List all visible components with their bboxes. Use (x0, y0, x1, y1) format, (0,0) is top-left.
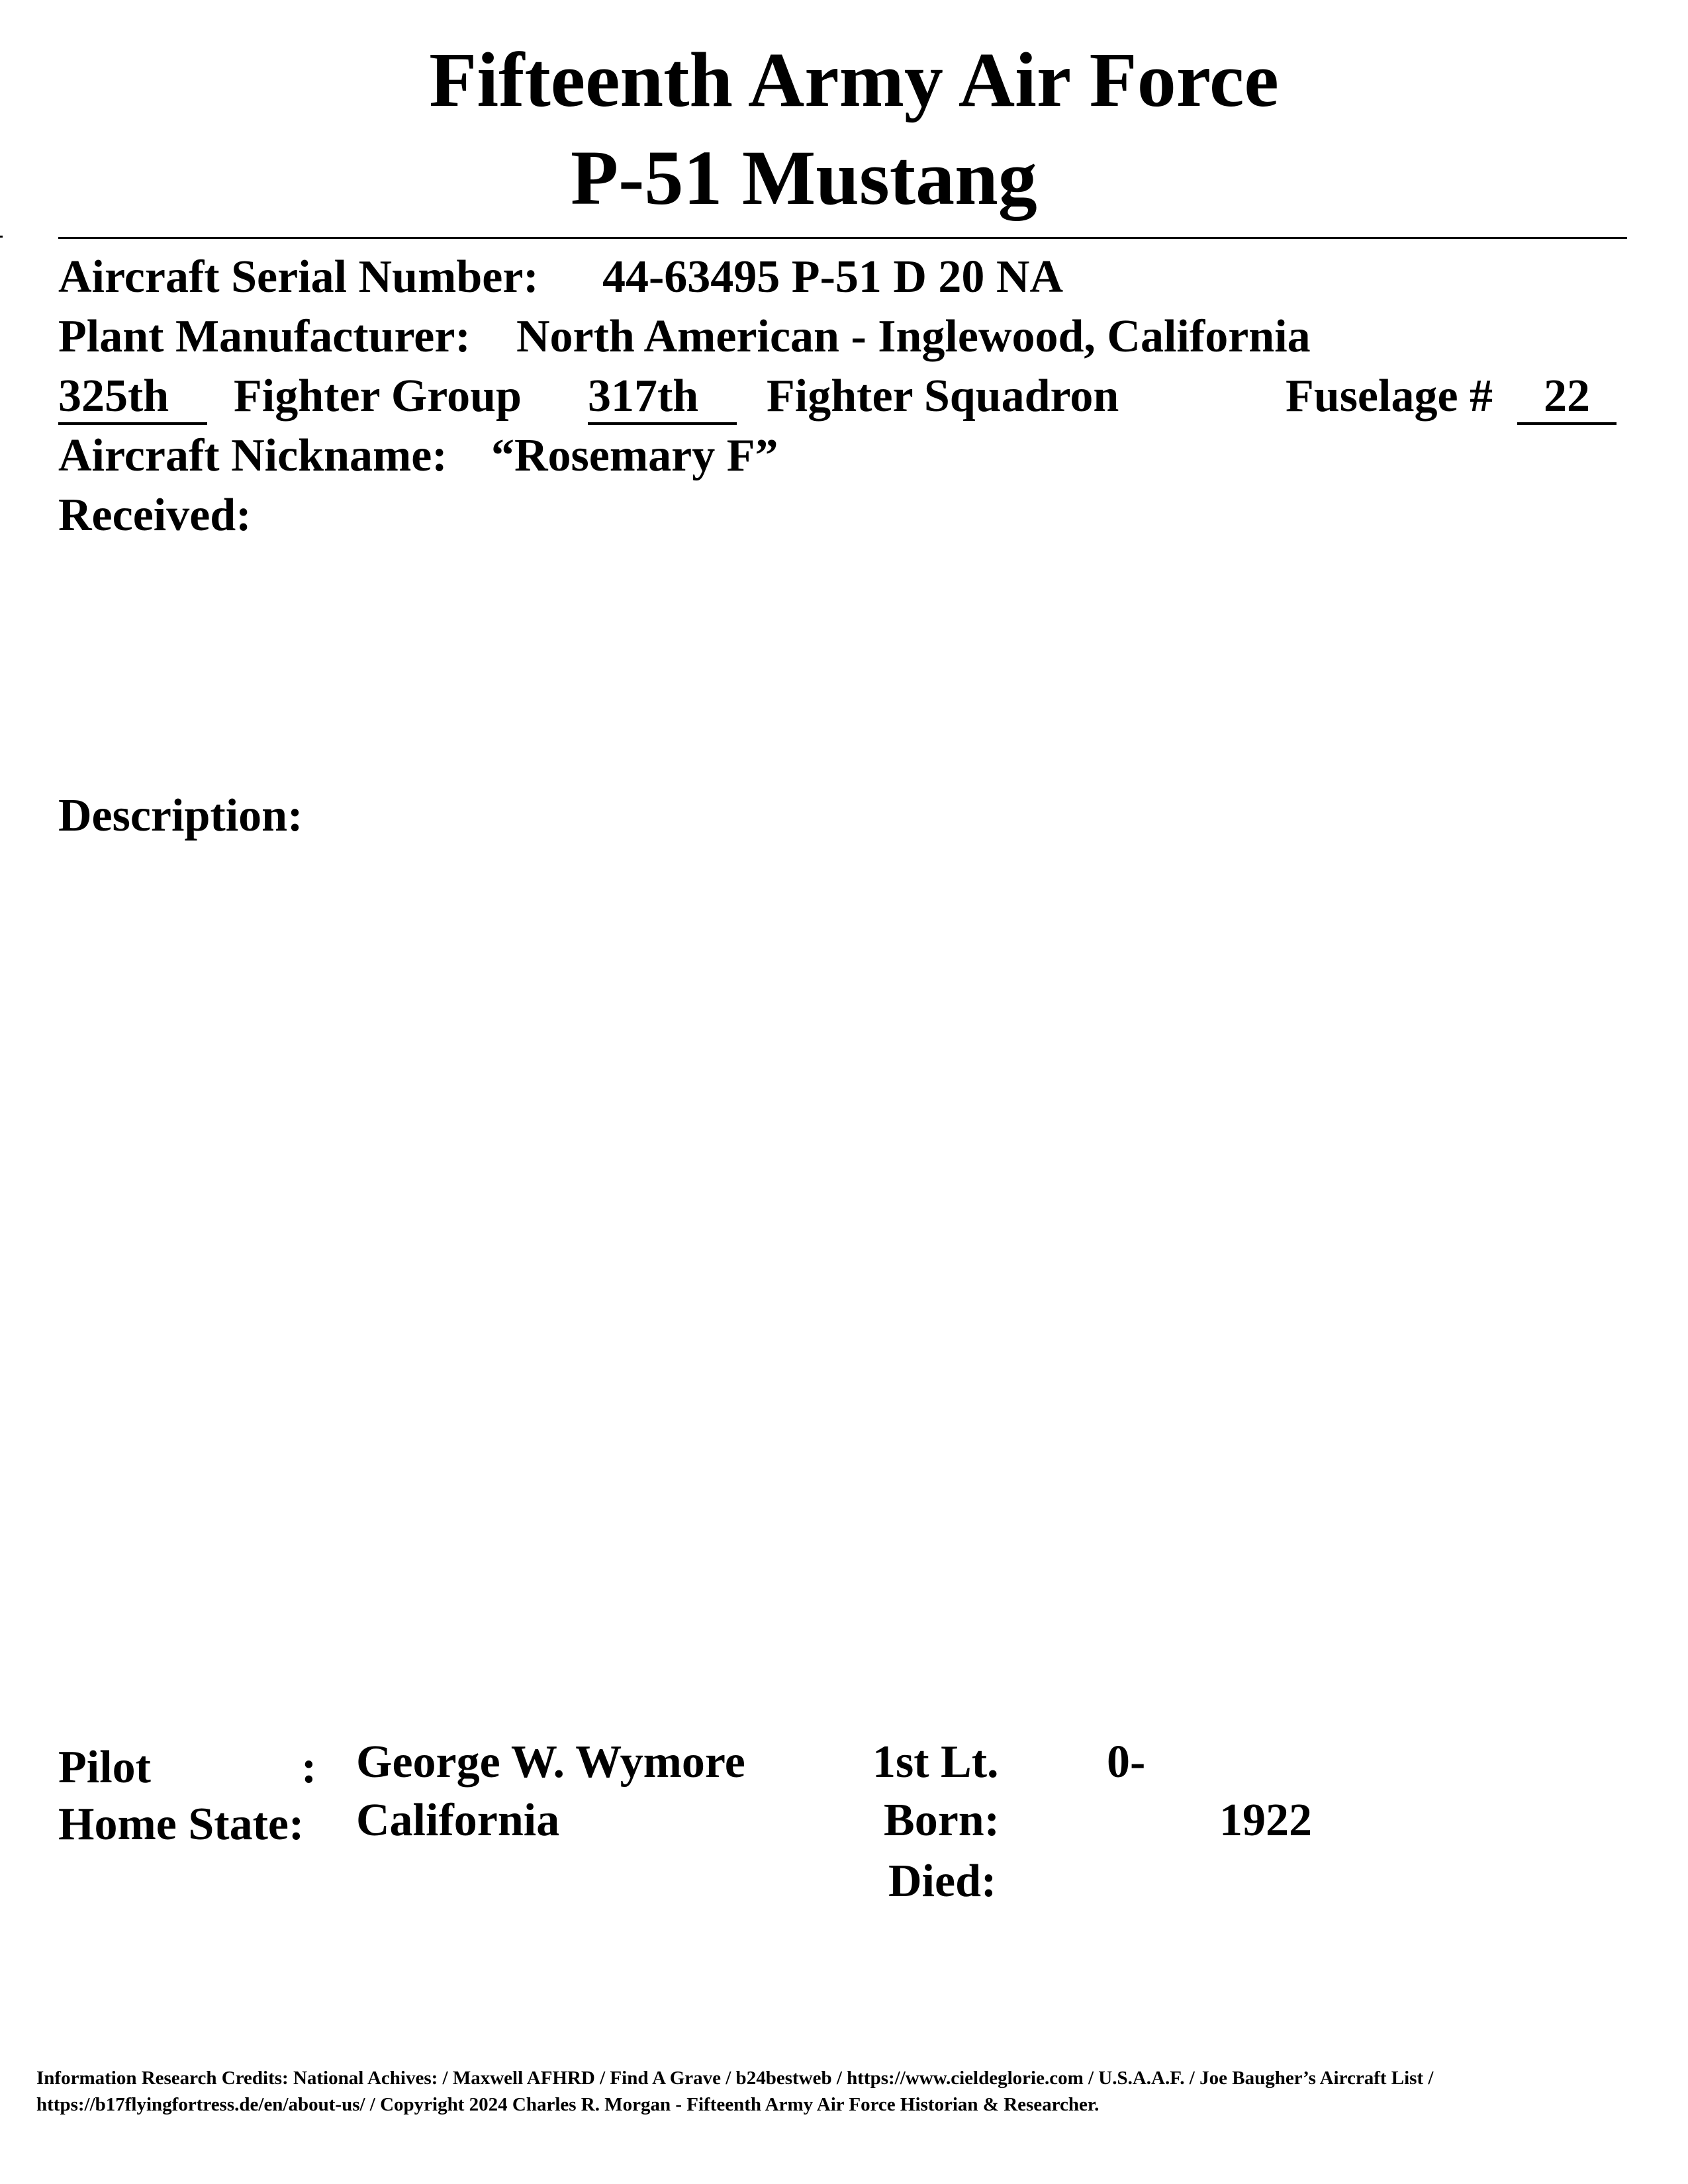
header-divider (58, 237, 1627, 239)
received-label: Received: (58, 490, 252, 541)
margin-tick (0, 236, 3, 238)
squadron-field (588, 373, 737, 425)
serial-label: Aircraft Serial Number: (58, 251, 539, 302)
born-value: 1922 (1219, 1795, 1312, 1846)
description-label: Description: (58, 790, 303, 841)
pilot-service-number: 0- (1107, 1737, 1146, 1788)
pilot-name: George W. Wymore (356, 1737, 745, 1788)
pilot-label: Pilot (58, 1742, 151, 1793)
nickname-label: Aircraft Nickname: (58, 430, 447, 481)
page-title: Fifteenth Army Air Force (429, 36, 1279, 123)
plant-value: North American - Inglewood, California (516, 311, 1311, 362)
group-value: 325th (58, 373, 207, 425)
squadron-label: Fighter Squadron (767, 371, 1119, 422)
group-field (58, 373, 207, 425)
fuselage-value: 22 (1517, 373, 1617, 425)
page-subtitle: P-51 Mustang (571, 134, 1037, 221)
fuselage-label: Fuselage # (1286, 371, 1493, 422)
group-label: Fighter Group (234, 371, 522, 422)
fuselage-field (1517, 373, 1617, 425)
home-state-label: Home State: (58, 1799, 305, 1850)
serial-value: 44-63495 P-51 D 20 NA (602, 251, 1064, 302)
credits-line-2: https://b17flyingfortress.de/en/about-us/ / Copyright 2024 Charles R. Morgan - Fifteenth Army Air Force Historian & Researcher. (36, 2094, 1100, 2115)
died-label: Died: (888, 1856, 997, 1907)
born-label: Born: (884, 1795, 1000, 1846)
squadron-value: 317th (588, 373, 737, 425)
plant-label: Plant Manufacturer: (58, 311, 471, 362)
pilot-rank: 1st Lt. (872, 1737, 999, 1788)
credits-line-1: Information Research Credits: National Achives: / Maxwell AFHRD / Find A Grave / b24bestweb / https://www.cieldeglorie.com / U.S.A.A.F. / Joe Baugher’s Aircraft List / (36, 2068, 1434, 2089)
home-state-value: California (356, 1795, 560, 1846)
pilot-colon: : (301, 1742, 317, 1793)
nickname-value: “Rosemary F” (491, 430, 778, 481)
